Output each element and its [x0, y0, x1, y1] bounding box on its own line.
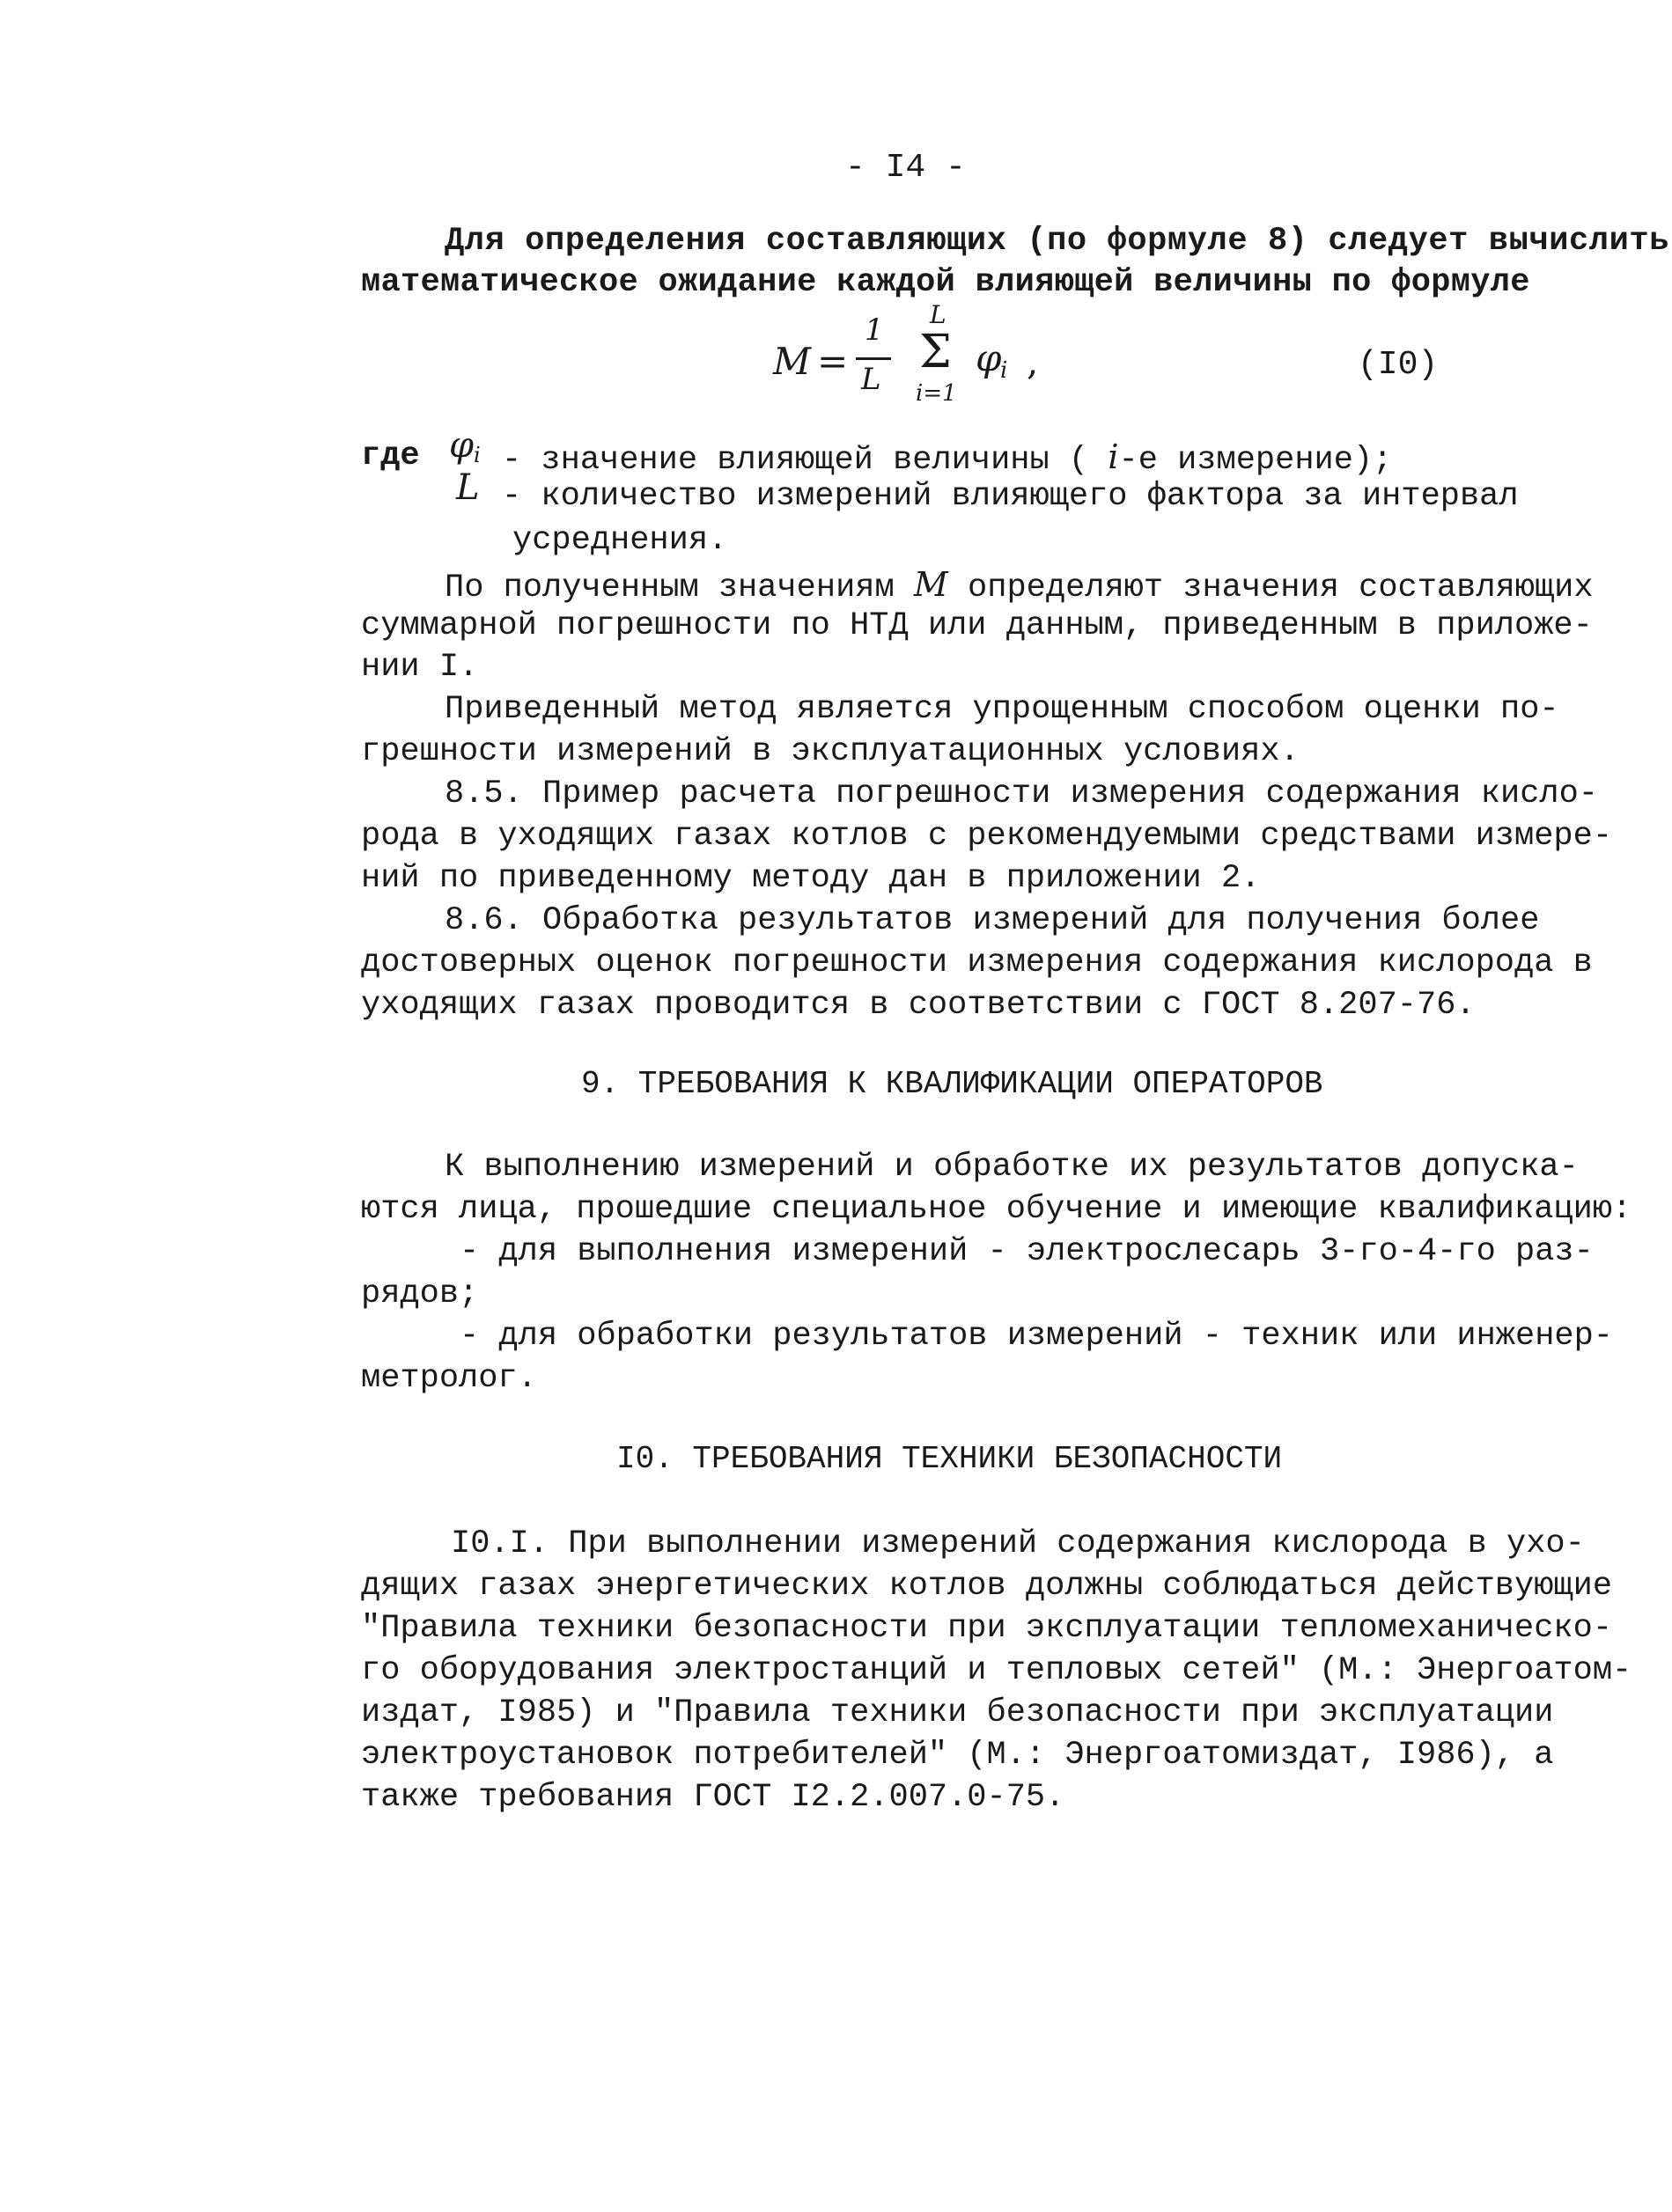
section-9-title: 9. ТРЕБОВАНИЯ К КВАЛИФИКАЦИИ ОПЕРАТОРОВ [581, 1066, 1323, 1102]
sum-upper-limit: L [930, 300, 946, 329]
formula-denominator: L [861, 362, 881, 397]
where-label: где [361, 437, 420, 474]
section-10-line-4: го оборудования электростанций и тепловых сетей" (М.: Энергоатом- [361, 1652, 1632, 1689]
sum-lower-limit: i=1 [916, 380, 957, 407]
para-m-post: определяют значения составляющих [968, 570, 1594, 606]
section-9-line-4: рядов; [361, 1275, 479, 1312]
symbol-phi-i [449, 425, 481, 467]
symbol-phi-subscript: i [474, 443, 481, 467]
section-10-title: I0. ТРЕБОВАНИЯ ТЕХНИКИ БЕЗОПАСНОСТИ [616, 1441, 1283, 1477]
formula-numerator: 1 [865, 312, 884, 348]
section-9-line-2: ются лица, прошедшие специальное обучение и имеющие квалификацию: [361, 1191, 1632, 1228]
para-m-pre: По полученным значениям [445, 570, 895, 606]
para-8-6-line-3: уходящих газах проводится в соответствии с ГОСТ 8.207-76. [361, 987, 1476, 1024]
symbol-phi: φ [449, 425, 475, 466]
para-8-5-line-1: 8.5. Пример расчета погрешности измерения содержания кисло- [445, 775, 1599, 812]
definition-phi-tail: -е измерение); [1118, 442, 1393, 479]
section-9-line-3: - для выполнения измерений - электрослесарь 3-го-4-го раз- [460, 1233, 1594, 1270]
page-number: - I4 - [845, 149, 966, 187]
definition-phi-var: i [1108, 437, 1119, 476]
section-9-line-1: К выполнению измерений и обработке их результатов допуска- [445, 1149, 1579, 1186]
section-9-line-6: метролог. [361, 1360, 537, 1397]
formula-lhs: M [773, 340, 812, 383]
para-method-line-2: грешности измерений в эксплуатационных условиях. [361, 733, 1300, 770]
para-8-6-line-1: 8.6. Обработка результатов измерений для получения более [445, 902, 1540, 939]
para-8-5-line-2: рода в уходящих газах котлов с рекомендуемыми средствами измере- [361, 818, 1613, 855]
formula-comma: , [1027, 340, 1039, 383]
para-8-6-line-2: достоверных оценок погрешности измерения содержания кислорода в [361, 944, 1593, 981]
section-10-line-7: также требования ГОСТ I2.2.007.0-75. [361, 1779, 1065, 1816]
intro-line-1: Для определения составляющих (по формуле 8) следует вычислить [445, 223, 1670, 260]
section-10-line-3: "Правила техники безопасности при эксплуатации тепломеханическо- [361, 1610, 1613, 1647]
definition-L-line-1: - количество измерений влияющего фактора за интервал [502, 478, 1519, 515]
section-10-line-1: I0.I. При выполнении измерений содержания кислорода в ухо- [451, 1525, 1585, 1562]
definition-L-line-2: усреднения. [512, 522, 728, 559]
definition-phi [502, 437, 1393, 479]
formula-phi: φ [976, 336, 1002, 379]
para-m-line-3: нии I. [361, 649, 479, 686]
para-m-line-1 [445, 565, 1594, 606]
formula-10 [757, 300, 1065, 414]
equation-number: (I0) [1358, 346, 1439, 384]
section-10-line-2: дящих газах энергетических котлов должны соблюдаться действующие [361, 1568, 1613, 1605]
para-8-5-line-3: ний по приведенному методу дан в приложении 2. [361, 860, 1261, 897]
section-10-line-5: издат, I985) и "Правила техники безопасности при эксплуатации [361, 1694, 1554, 1731]
fraction-bar [856, 357, 891, 360]
formula-phi-subscript: i [1000, 357, 1008, 384]
symbol-L: L [456, 467, 480, 508]
intro-line-2: математическое ожидание каждой влияющей величины по формуле [361, 264, 1530, 301]
section-9-line-5: - для обработки результатов измерений - техник или инженер- [460, 1318, 1614, 1355]
para-method-line-1: Приведенный метод является упрощенным способом оценки по- [445, 691, 1559, 728]
para-m-line-2: суммарной погрешности по НТД или данным, приведенным в приложе- [361, 607, 1593, 644]
formula-equals: = [817, 340, 849, 383]
definition-phi-text: - значение влияющей величины ( [502, 442, 1089, 479]
sigma-symbol: Σ [919, 326, 952, 378]
para-m-var: M [913, 565, 948, 604]
section-10-line-6: электроустановок потребителей" (М.: Энергоатомиздат, I986), а [361, 1737, 1554, 1774]
